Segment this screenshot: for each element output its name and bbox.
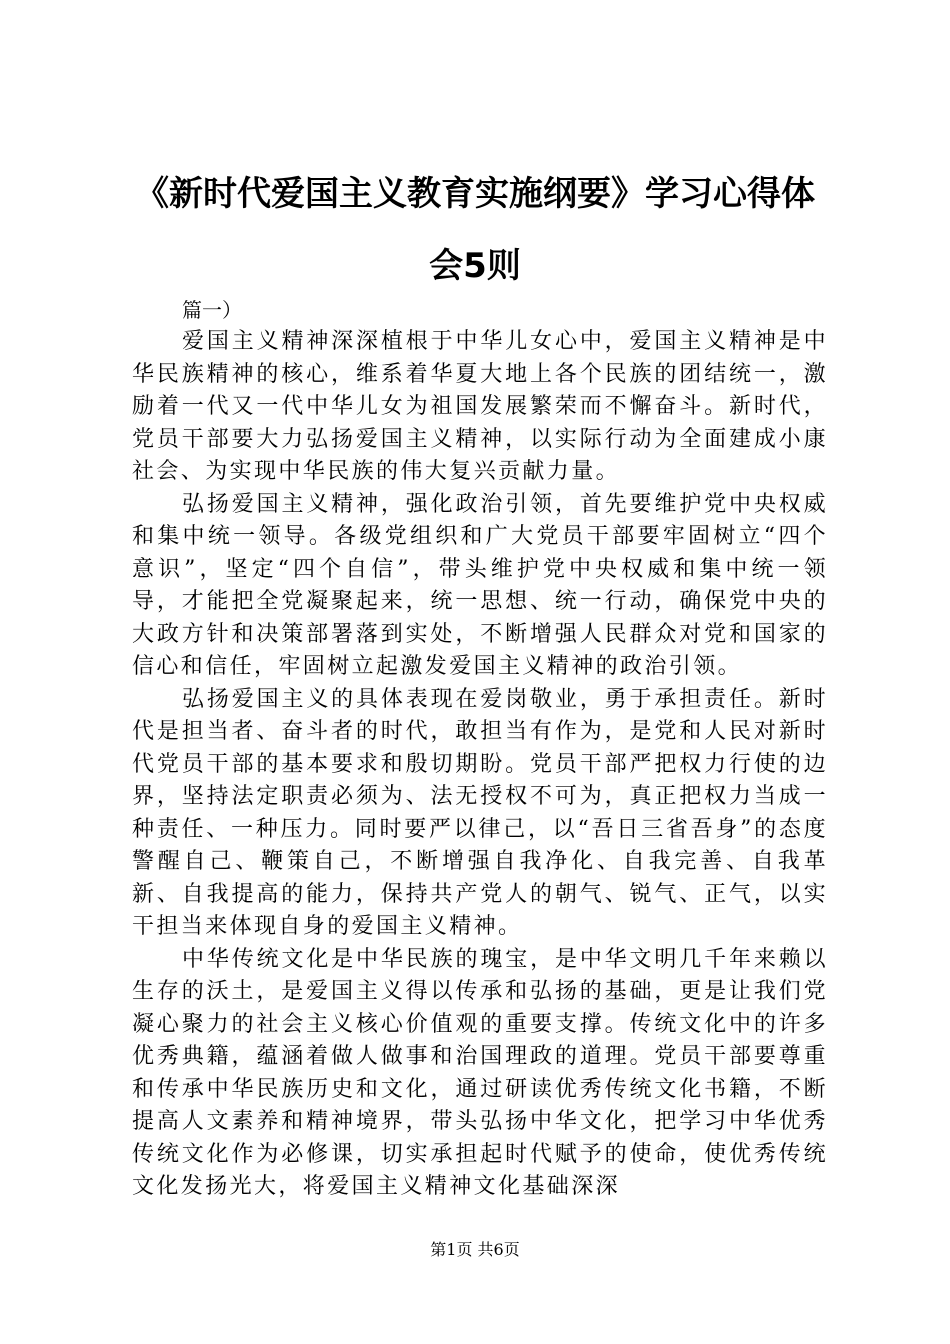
section-label: 篇一） — [182, 298, 242, 322]
document-body — [132, 295, 828, 1204]
paragraph-4: 中华传统文化是中华民族的瑰宝，是中华文明几千年来赖以生存的沃土，是爱国主义得以传承和弘扬的基础，更是让我们党凝心聚力的社会主义核心价值观的重要支撑。传统文化中的许多优秀典籍，蕴涵着做人做事和治国理政的道理。党员干部要尊重和传承中华民族历史和文化，通过研读优秀传统文化书籍，不断提高人文素养和精神境界，带头弘扬中华文化，把学习中华优秀传统文化作为必修课，切实承担起时代赋予的使命，使优秀传统文化发扬光大，将爱国主义精神文化基础深深 — [132, 946, 828, 1199]
paragraph-1: 爱国主义精神深深植根于中华儿女心中，爱国主义精神是中华民族精神的核心，维系着华夏大地上各个民族的团结统一，激励着一代又一代中华儿女为祖国发展繁荣而不懈奋斗。新时代，党员干部要大力弘扬爱国主义精神，以实际行动为全面建成小康社会、为实现中华民族的伟大复兴贡献力量。 — [132, 329, 828, 484]
document-title: 《新时代爱国主义教育实施纲要》学习心得体会5则 — [135, 174, 815, 286]
paragraph-2: 弘扬爱国主义精神，强化政治引领，首先要维护党中央权威和集中统一领导。各级党组织和广大党员干部要牢固树立“四个意识”，坚定“四个自信”，带头维护党中央权威和集中统一领导，才能把全党凝聚起来，统一思想、统一行动，确保党中央的大政方针和决策部署落到实处，不断增强人民群众对党和国家的信心和信任，牢固树立起激发爱国主义精神的政治引领。 — [132, 491, 828, 679]
paragraph-3: 弘扬爱国主义的具体表现在爱岗敬业，勇于承担责任。新时代是担当者、奋斗者的时代，敢担当有作为，是党和人民对新时代党员干部的基本要求和殷切期盼。党员干部严把权力行使的边界，坚持法定职责必须为、法无授权不可为，真正把权力当成一种责任、一种压力。同时要严以律己，以“吾日三省吾身”的态度警醒自己、鞭策自己，不断增强自我净化、自我完善、自我革新、自我提高的能力，保持共产党人的朝气、锐气、正气，以实干担当来体现自身的爱国主义精神。 — [132, 686, 828, 939]
page-footer: 第1页 共6页 — [430, 1240, 520, 1259]
